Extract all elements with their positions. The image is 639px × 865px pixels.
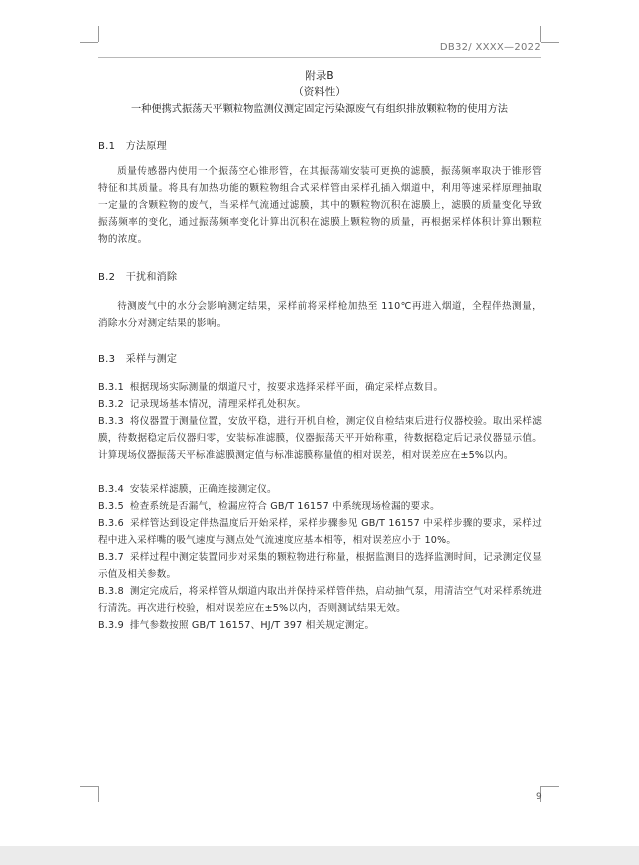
- crop-mark-top-left: [98, 26, 99, 42]
- crop-mark-bottom-right-h: [541, 786, 559, 787]
- crop-mark-top-right: [540, 26, 541, 42]
- section-b3-heading: [98, 350, 177, 365]
- crop-mark-top-left-h: [80, 42, 98, 43]
- section-b2-heading: [98, 268, 177, 283]
- section-title: 方法原理: [125, 141, 167, 152]
- list-item: B.3.6 采样管达到设定伴热温度后开始采样，采样步骤参见 GB/T 16157 中采样步骤的要求，采样过程中进入采样嘴的吸气速度与测点处气流速度应基本相等，相对误差应小于 10%。: [98, 518, 542, 546]
- section-title: 干扰和消除: [125, 272, 178, 283]
- page-number: 9: [536, 792, 542, 802]
- section-number: B.2: [98, 272, 116, 283]
- document-code: DB32/ XXXX—2022: [439, 42, 541, 53]
- section-b1-paragraph: 质量传感器内使用一个振荡空心锥形管，在其振荡端安装可更换的滤膜，振荡频率取决于锥形管特征和其质量。将具有加热功能的颗粒物组合式采样管由采样孔插入烟道中，利用等速采样原理抽取一定量的含颗粒物的废气，当采样气流通过滤膜，其中的颗粒物沉积在滤膜上，滤膜的质量变化导致振荡频率的变化，通过振荡频率变化计算出沉积在滤膜上颗粒物的质量，再根据采样体积计算出颗粒物的浓度。: [98, 166, 542, 245]
- list-item: B.3.5 检查系统是否漏气，检漏应符合 GB/T 16157 中系统现场检漏的要求。: [98, 501, 440, 512]
- appendix-label: 附录B: [305, 70, 334, 82]
- list-item: B.3.4 安装采样滤膜，正确连接测定仪。: [98, 484, 277, 495]
- section-b1-heading: [98, 137, 167, 152]
- appendix-title: 一种便携式振荡天平颗粒物监测仪测定固定污染源废气有组织排放颗粒物的使用方法: [131, 104, 508, 115]
- crop-mark-bottom-left: [98, 786, 99, 802]
- list-item: B.3.1 根据现场实际测量的烟道尺寸，按要求选择采样平面，确定采样点数目。: [98, 382, 444, 393]
- crop-mark-bottom-left-h: [80, 786, 98, 787]
- list-item: B.3.2 记录现场基本情况，清理采样孔处积灰。: [98, 399, 307, 410]
- list-item: B.3.3 将仪器置于测量位置，安放平稳，进行开机自检，测定仪自检结束后进行仪器校验。取出采样滤膜，待数据稳定后仪器归零，安装标准滤膜，仪器振荡天平开始称重，待数据稳定后记录仪器显示值。计算现场仪器振荡天平标准滤膜测定值与标准滤膜称量值的相对误差，相对误差应在±5%以内。: [98, 416, 542, 461]
- section-title: 采样与测定: [125, 354, 178, 365]
- list-item: B.3.9 排气参数按照 GB/T 16157、HJ/T 397 相关规定测定。: [98, 620, 375, 631]
- section-number: B.1: [98, 141, 116, 152]
- list-item: B.3.8 测定完成后，将采样管从烟道内取出并保持采样管伴热，启动抽气泵，用清洁空气对采样系统进行清洗。再次进行校验，相对误差应在±5%以内，否则测试结果无效。: [98, 586, 542, 614]
- appendix-type: （资料性）: [293, 86, 346, 98]
- section-b2-paragraph: 待测废气中的水分会影响测定结果，采样前将采样枪加热至 110℃再进入烟道，全程伴热测量，消除水分对测定结果的影响。: [98, 301, 542, 329]
- section-number: B.3: [98, 354, 116, 365]
- list-item: B.3.7 采样过程中测定装置同步对采集的颗粒物进行称量，根据监测目的选择监测时间，记录测定仪显示值及相关参数。: [98, 552, 542, 580]
- header-rule: [98, 57, 541, 58]
- crop-mark-top-right-h: [541, 42, 559, 43]
